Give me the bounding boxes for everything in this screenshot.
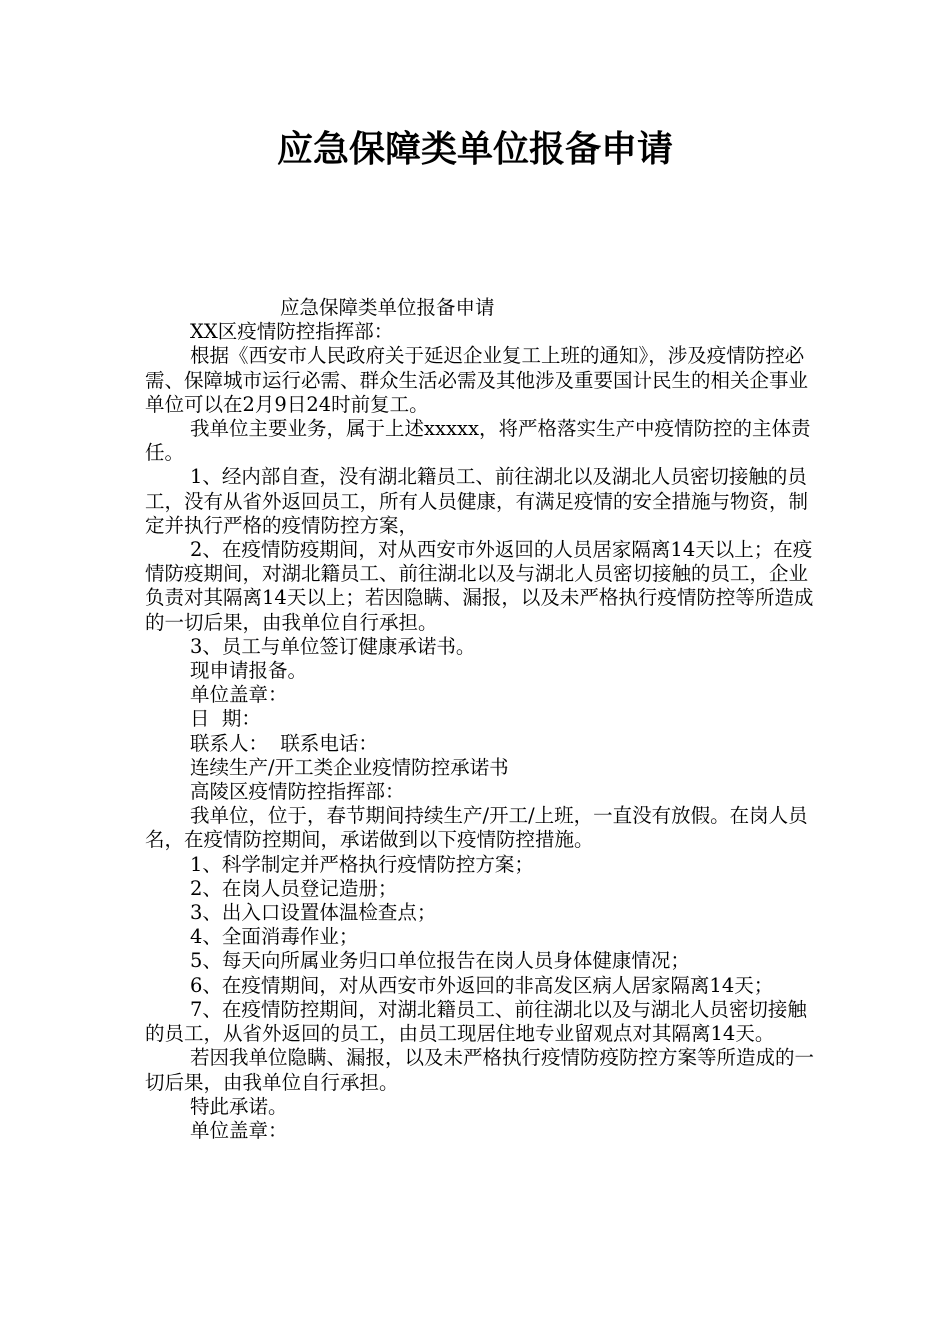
list-item: 3、出入口设置体温检查点； — [190, 901, 437, 925]
list-item: 7、在疫情防控期间，对湖北籍员工、前往湖北以及与湖北人员密切接触的员工，从省外返回的员工，由员工现居住地专业留观点对其隔离14天。 — [145, 997, 807, 1046]
contact-line: 联系人： 联系电话： — [190, 731, 378, 755]
list-item: 4、全面消毒作业； — [190, 925, 359, 949]
paragraph-addressee: XX区疫情防控指挥部： — [190, 320, 394, 344]
signature-seal-line: 单位盖章： — [190, 683, 288, 707]
closing-line: 特此承诺。 — [190, 1094, 288, 1118]
list-item: 6、在疫情期间，对从西安市外返回的非高发区病人居家隔离14天； — [190, 973, 774, 997]
signature-seal-line: 单位盖章： — [190, 1118, 288, 1142]
list-item: 2、在岗人员登记造册； — [190, 876, 398, 900]
paragraph: 3、员工与单位签订健康承诺书。 — [190, 634, 476, 658]
paragraph: 我单位，位于，春节期间持续生产/开工/上班，一直没有放假。在岗人员 名，在疫情防控期间，承诺做到以下疫情防控措施。 — [145, 804, 821, 852]
list-item: 5、每天向所属业务归口单位报告在岗人员身体健康情况； — [190, 949, 690, 973]
paragraph: 根据《西安市人民政府关于延迟企业复工上班的通知》，涉及疫情防控必需、保障城市运行必需、群众生活必需及其他涉及重要国计民生的相关企事业单位可以在2月9日24时前复工。 — [145, 344, 809, 416]
paragraph: 我单位主要业务，属于上述xxxxx，将严格落实生产中疫情防控的主体责任。 — [145, 417, 811, 465]
date-line: 日 期： — [190, 707, 261, 731]
inner-title: 应急保障类单位报备申请 — [280, 296, 495, 319]
document-body — [145, 296, 821, 1143]
document-title: 应急保障类单位报备申请 — [276, 129, 673, 170]
paragraph: 若因我单位隐瞒、漏报，以及未严格执行疫情防疫防控方案等所造成的一切后果，由我单位自行承担。 — [145, 1046, 815, 1094]
paragraph: 2、在疫情防疫期间，对从西安市外返回的人员居家隔离14天以上；在疫情防疫期间，对湖北籍员工、前往湖北以及与湖北人员密切接触的员工，企业负责对其隔离14天以上；若因隐瞒、漏报，以及未严格执行疫情防控等所造成的一切后果，由我单位自行承担。 — [145, 538, 814, 634]
paragraph-addressee: 高陵区疫情防控指挥部： — [190, 780, 405, 804]
paragraph: 现申请报备。 — [190, 659, 308, 683]
list-item: 1、科学制定并严格执行疫情防控方案； — [190, 852, 534, 876]
paragraph: 1、经内部自查，没有湖北籍员工、前往湖北以及湖北人员密切接触的员工，没有从省外返回员工，所有人员健康，有满足疫情的安全措施与物资，制定并执行严格的疫情防控方案， — [145, 465, 809, 537]
section-title: 连续生产/开工类企业疫情防控承诺书 — [190, 755, 509, 779]
